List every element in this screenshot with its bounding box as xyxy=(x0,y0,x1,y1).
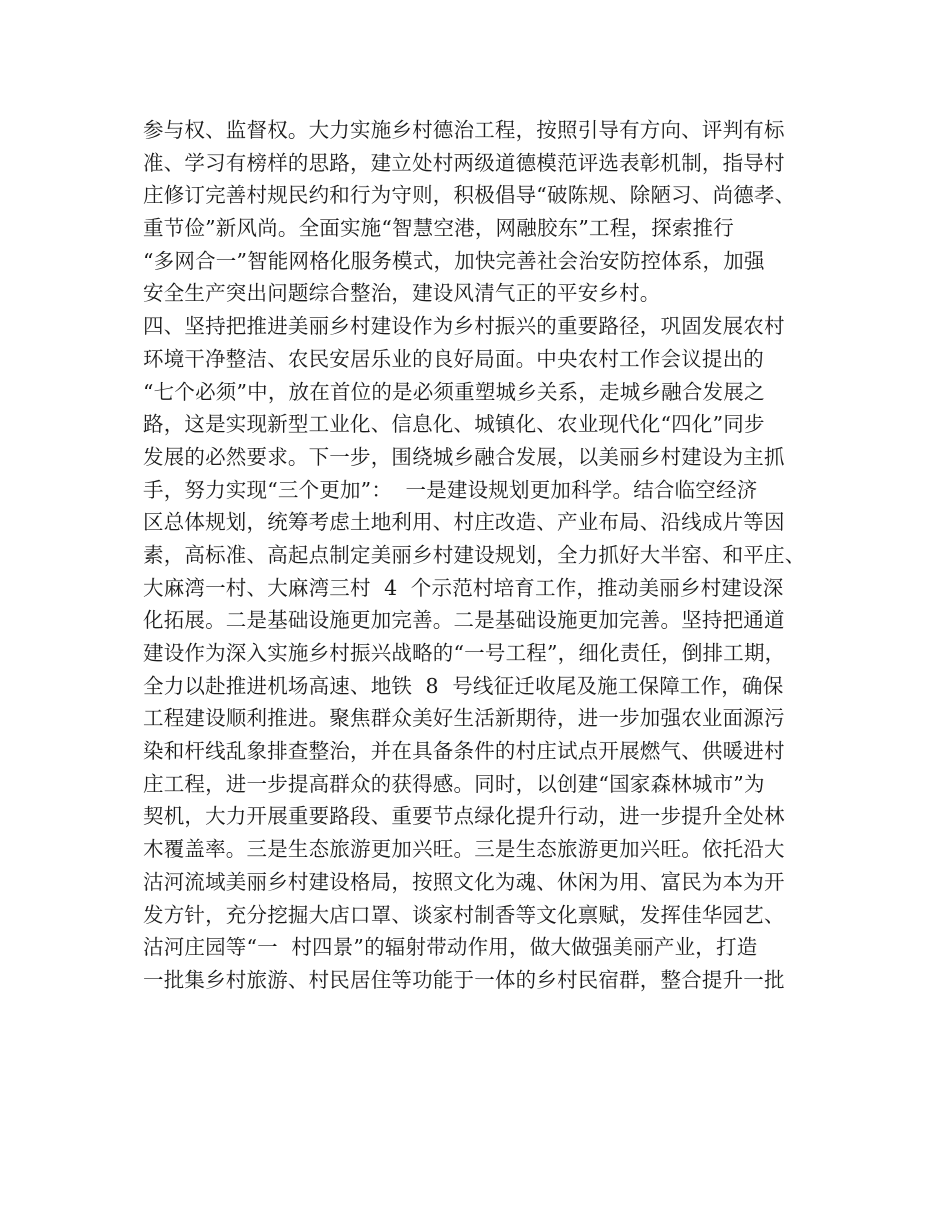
text-line: 素，高标准、高起点制定美丽乡村建设规划，全力抓好大半窑、和平庄、 xyxy=(143,542,806,567)
text-line: 染和杆线乱象排查整治，并在具备条件的村庄试点开展燃气、供暖进村 xyxy=(143,739,785,764)
text-line: 沽河流域美丽乡村建设格局，按照文化为魂、休闲为用、富民为本为开 xyxy=(143,869,785,894)
text-line: 木覆盖率。三是生态旅游更加兴旺。三是生态旅游更加兴旺。依托沿大 xyxy=(143,837,785,862)
text-line: 发方针，充分挖掘大店口罩、谈家村制香等文化禀赋，发挥佳华园艺、 xyxy=(143,902,785,927)
text-line: 路，这是实现新型工业化、信息化、城镇化、农业现代化“四化”同步 xyxy=(143,412,765,437)
text-line: 契机，大力开展重要路段、重要节点绿化提升行动，进一步提升全处林 xyxy=(143,804,785,829)
text-line: “七个必须”中，放在首位的是必须重塑城乡关系，走城乡融合发展之 xyxy=(143,379,765,404)
text-line: 一批集乡村旅游、村民居住等功能于一体的乡村民宿群，整合提升一批 xyxy=(143,967,785,992)
text-line: 工程建设顺利推进。聚焦群众美好生活新期待，进一步加强农业面源污 xyxy=(143,706,785,731)
text-line: 区总体规划，统筹考虑土地利用、村庄改造、产业布局、沿线成片等因 xyxy=(143,510,785,535)
text-line: 发展的必然要求。下一步，围绕城乡融合发展，以美丽乡村建设为主抓 xyxy=(143,444,785,469)
text-line: 建设作为深入实施乡村振兴战略的“一号工程”，细化责任，倒排工期， xyxy=(143,641,786,665)
body-text xyxy=(143,114,833,997)
text-line: 安全生产突出问题综合整治，建设风清气正的平安乡村。 xyxy=(143,281,661,306)
text-line: 准、学习有榜样的思路，建立处村两级道德模范评选表彰机制，指导村 xyxy=(143,150,785,175)
text-line: 沽河庄园等“一 村四景”的辐射带动作用，做大做强美丽产业，打造 xyxy=(143,935,758,960)
text-line: 全力以赴推进机场高速、地铁 8 号线征迁收尾及施工保障工作，确保 xyxy=(143,673,784,698)
text-line: 手，努力实现“三个更加”： 一是建设规划更加科学。结合临空经济 xyxy=(143,477,758,502)
text-line: 庄修订完善村规民约和行为守则，积极倡导“破陈规、除陋习、尚德孝、 xyxy=(143,183,796,208)
text-line: “多网合一”智能网格化服务模式，加快完善社会治安防控体系，加强 xyxy=(143,248,765,273)
text-line: 参与权、监督权。大力实施乡村德治工程，按照引导有方向、评判有标 xyxy=(143,118,785,142)
text-line: 大麻湾一村、大麻湾三村 4 个示范村培育工作，推动美丽乡村建设深 xyxy=(143,575,784,600)
text-line: 化拓展。二是基础设施更加完善。二是基础设施更加完善。坚持把通道 xyxy=(143,608,785,633)
text-line: 庄工程，进一步提高群众的获得感。同时，以创建“国家森林城市”为 xyxy=(143,771,765,796)
text-line: 四、坚持把推进美丽乡村建设作为乡村振兴的重要路径，巩固发展农村 xyxy=(143,314,785,339)
text-line: 环境干净整洁、农民安居乐业的良好局面。中央农村工作会议提出的 xyxy=(143,346,764,371)
text-line: 重节俭”新风尚。全面实施“智慧空港，网融胶东”工程，探索推行 xyxy=(143,216,734,241)
